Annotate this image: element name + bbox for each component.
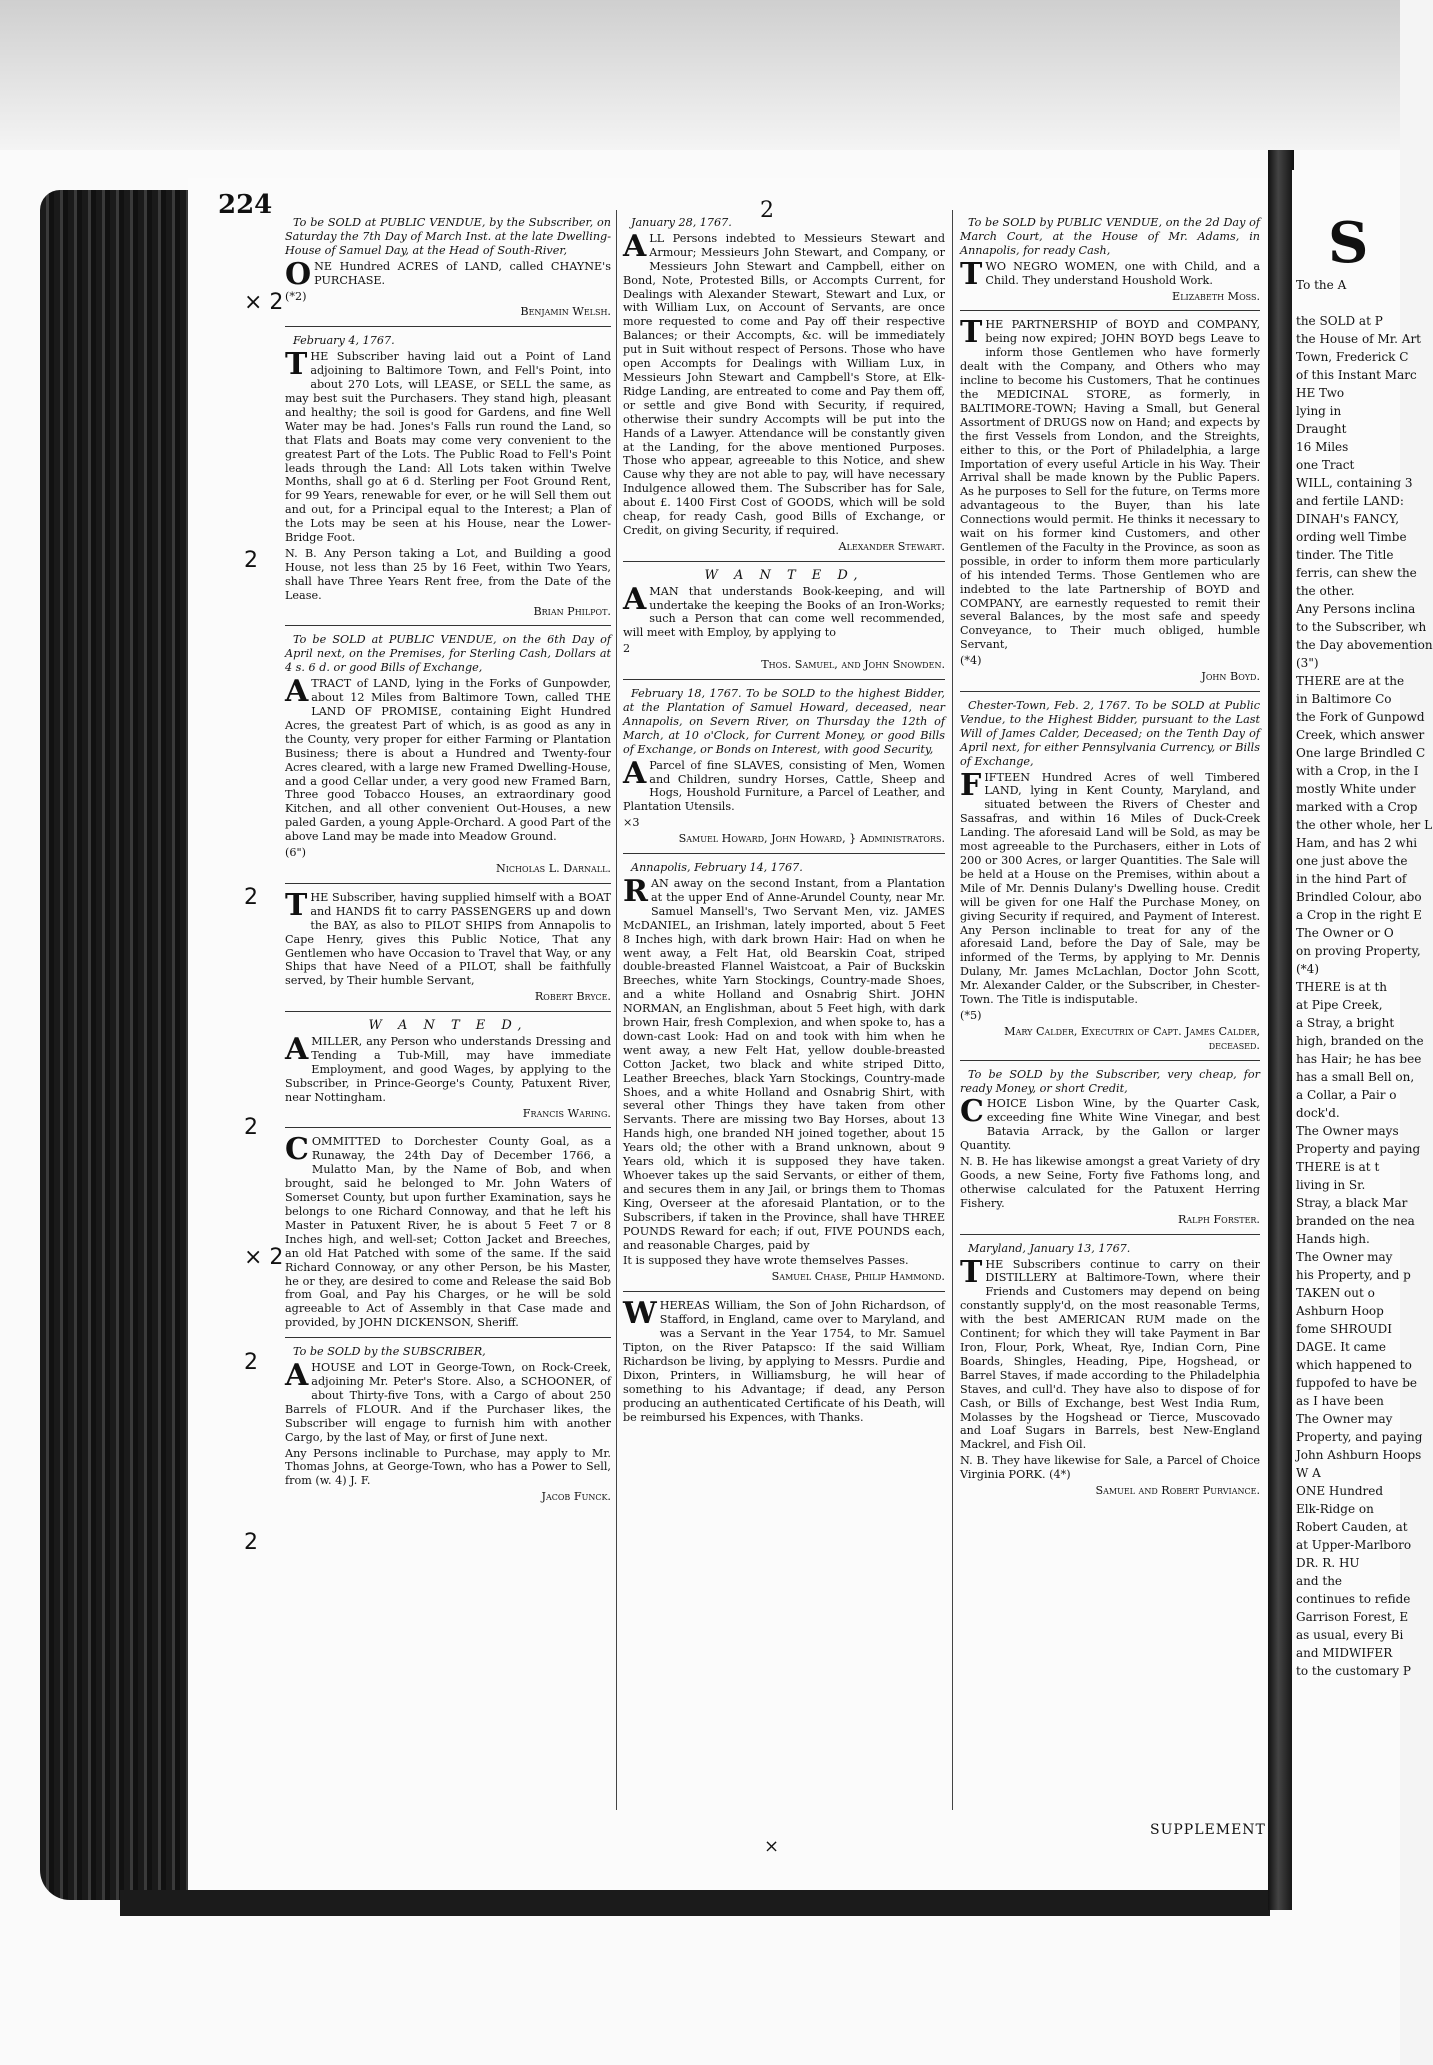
advertisement — [960, 1242, 1260, 1505]
ad-heading: February 4, 1767. — [293, 334, 395, 348]
facing-page-line: ferris, can shew the — [1296, 566, 1417, 580]
ad-text: TRACT of LAND, lying in the Forks of Gunpowder, about 12 Miles from Baltimore Town, called THE LAND OF PROMISE, containing Eight Hundred Acres, the greatest Part of which, is as good as any in the County, very proper for either Farming or Plantation Business; there is about a Hundred and Twenty-four Acres cleared, with a large new Framed Dwelling-House, and a good Cellar under, a very good new Framed Barn, Three good Tobacco Houses, an extraordinary good Kitchen, and all other convenient Out-Houses, a new paled Garden, a young Apple-Orchard. A good Part of the above Land may be made into Meadow Ground. — [285, 677, 611, 844]
ad-note: It is supposed they have wrote themselves Passes. — [623, 1254, 909, 1268]
facing-page-line: to the Subscriber, wh — [1296, 620, 1427, 634]
column-3 — [960, 216, 1260, 1512]
ad-signature: Nicholas L. Darnall. — [495, 861, 611, 875]
facing-page-line: the House of Mr. Art — [1296, 332, 1421, 346]
ad-heading: To be SOLD at PUBLIC VENDUE, by the Subscriber, on Saturday the 7th Day of March Inst. at the late Dwelling-House of Samuel Day, at the Head of South-River, — [285, 216, 611, 257]
facing-page-line: in Baltimore Co — [1296, 692, 1392, 706]
facing-page-line: and the — [1296, 1574, 1343, 1588]
facing-page-line: has a small Bell on, — [1296, 1070, 1415, 1084]
ad-signature: John Boyd. — [1201, 670, 1260, 684]
facing-page-line: the Fork of Gunpowd — [1296, 710, 1425, 724]
facing-page-line: with a Crop, in the I — [1296, 764, 1419, 778]
ad-text: HEREAS William, the Son of John Richardson, of Stafford, in England, came over to Maryland, and was a Servant in the Year 1754, to Mr. Samuel Tipton, on the River Patapsco: If the said William Richardson be living, by applying to Messrs. Purdie and Dixon, Printers, in Williamsburg, he will hear of something to his Advantage; if dead, any Person producing an authenticated Certificate of his Death, will be reimbursed his Expences, with Thanks. — [623, 1299, 945, 1424]
facing-page-line: 16 Miles — [1296, 440, 1349, 454]
catchword: SUPPLEMENT — [1150, 1822, 1266, 1838]
facing-page-line: THERE are at the — [1296, 674, 1405, 688]
facing-page-line: Ham, and has 2 whi — [1296, 836, 1418, 850]
facing-page-line: One large Brindled C — [1296, 746, 1426, 760]
facing-page-line: high, branded on the — [1296, 1034, 1424, 1048]
facing-page-line: at Upper-Marlboro — [1296, 1538, 1412, 1552]
facing-page-line: one Tract — [1296, 458, 1355, 472]
facing-page-line: as usual, every Bi — [1296, 1628, 1404, 1642]
book-edge — [40, 190, 190, 1900]
margin-note: × 2 — [244, 290, 284, 315]
ad-body — [960, 315, 1260, 652]
ad-text: IFTEEN Hundred Acres of well Timbered LAND, lying in Kent County, Maryland, and situated between the Rivers of Chester and Sassafras, and within 16 Miles of Duck-Creek Landing. The aforesaid Land will be Sold, as may be most agreeable to the Purchasers, either in Lots of 200 or 300 Acres, or larger Quantities. The Sale will be held at a House on the Premises, within about a Mile of Mr. Dennis Dulany's Dwelling house. Credit will be given for one Half the Purchase Money, on giving Security if required, and Payment of Interest. Any Person inclinable to treat for any of the aforesaid Land, before the Day of Sale, may be informed of the Terms, by applying to Mr. Dennis Dulany, Mr. James McLachlan, Doctor John Scott, Mr. Alexander Calder, or the Subscriber, in Chester-Town. The Title is indisputable. — [960, 770, 1260, 1007]
ad-note: (*2) — [285, 289, 307, 303]
margin-note: × 2 — [244, 1245, 284, 1270]
ad-signature: Benjamin Welsh. — [520, 305, 611, 319]
ad-body — [285, 1032, 611, 1105]
advertisement — [960, 216, 1260, 311]
facing-page-line: Property, and paying — [1296, 1430, 1423, 1444]
facing-page-line: to the customary P — [1296, 1664, 1411, 1678]
ad-body — [285, 887, 611, 988]
ad-initial: F — [960, 767, 982, 803]
facing-page-line: at Pipe Creek, — [1296, 998, 1383, 1012]
ad-note: (*5) — [960, 1008, 982, 1022]
margin-note: 2 — [244, 1115, 258, 1140]
advertisement — [623, 569, 945, 680]
book-edge-bottom — [120, 1890, 1270, 1916]
ad-heading: W A N T E D, — [368, 1018, 528, 1034]
facing-page-line: Robert Cauden, at — [1296, 1520, 1408, 1534]
advertisement — [623, 861, 945, 1292]
ad-initial: T — [960, 315, 983, 351]
ad-heading: Annapolis, February 14, 1767. — [631, 861, 803, 875]
column-rule — [952, 210, 953, 1810]
column-1 — [285, 216, 611, 1518]
bottom-mark: × — [764, 1836, 780, 1857]
ad-body — [285, 1358, 611, 1444]
facing-page-line: has Hair; he has bee — [1296, 1052, 1422, 1066]
advertisement — [285, 633, 611, 883]
ad-text: LL Persons indebted to Messieurs Stewart and Armour; Messieurs John Stewart, and Company, or Messieurs John Stewart and Campbell, either on Bond, Note, Protested Bills, or Accompts Current, for Dealings with Alexander Stewart, Stewart and Lux, or with William Lux, on Account of Servants, are once more requested to come and Pay off their respective Balances; or their Accompts, &c. will be immediately put in Suit without respect of Persons. Those who have open Accompts for Dealings with William Lux, in Messieurs John Stewart and Campbell's Store, at Elk-Ridge Landing, are entreated to come and Pay them off, or settle and give Bond with Security, if required, otherwise their sundry Accompts will be put into the Hands of a Lawyer. Attendance will be constantly given at the Landing, for the above mentioned Purposes. Those who appear, agreeable to this Notice, and shew Cause why they are not able to pay, will have necessary Indulgence allowed them. The Subscriber has for Sale, about £. 1400 First Cost of GOODS, which will be sold cheap, for ready Cash, good Bills of Exchange, or Credit, on giving Security, if required. — [623, 231, 945, 537]
ad-body — [285, 347, 611, 545]
facing-page-line: which happened to — [1296, 1358, 1412, 1372]
ad-heading: To be SOLD by PUBLIC VENDUE, on the 2d Day of March Court, at the House of Mr. Adams, in Annapolis, for ready Cash, — [960, 216, 1260, 257]
ad-note: (*4) — [960, 654, 982, 668]
ad-initial: A — [623, 581, 647, 617]
ad-body — [285, 674, 611, 844]
ad-body — [623, 755, 945, 815]
facing-page-line: and MIDWIFER — [1296, 1646, 1393, 1660]
ad-body — [285, 1132, 611, 1330]
ad-text: HE Subscribers continue to carry on their DISTILLERY at Baltimore-Town, where their Friends and Customers may depend on being constantly supply'd, on the most reasonable Terms, with the best AMERICAN RUM made on the Continent; for which they will take Payment in Bar Iron, Flour, Pork, Wheat, Rye, Indian Corn, Pine Boards, Shingles, Heading, Pipe, Hogshead, or Barrel Staves, if made according to the Philadelphia Staves, and cull'd. They have also to dispose of for Cash, or Bills of Exchange, best West India Rum, Molasses by the Hogshead or Tierce, Muscovado and Loaf Sugars in Barrels, best New-England Mackrel, and Fish Oil. — [960, 1257, 1260, 1452]
ad-text: HE Subscriber, having supplied himself with a BOAT and HANDS fit to carry PASSENGERS up and down the BAY, as also to PILOT SHIPS from Annapolis to Cape Henry, gives this Public Notice, That any Gentlemen who have Occasion to Travel that Way, or any Ships that have Need of a PILOT, shall be faithfully served, by Their humble Servant, — [285, 890, 611, 988]
ad-heading: To be SOLD by the SUBSCRIBER, — [293, 1345, 486, 1359]
ad-body — [960, 767, 1260, 1007]
ad-initial: O — [285, 256, 312, 292]
facing-page-line: WILL, containing 3 — [1296, 476, 1413, 490]
ad-initial: C — [285, 1132, 309, 1168]
ad-note: N. B. They have likewise for Sale, a Parcel of Choice Virginia PORK. (4*) — [960, 1454, 1260, 1482]
facing-page-line: one just above the — [1296, 854, 1408, 868]
advertisement — [960, 1068, 1260, 1235]
facing-page-line: DR. R. HU — [1296, 1556, 1360, 1570]
facing-page-line: lying in — [1296, 404, 1342, 418]
ad-signature: Brian Philpot. — [533, 604, 611, 618]
advertisement — [960, 315, 1260, 692]
facing-page-line: a Stray, a bright — [1296, 1016, 1395, 1030]
ad-text: OMMITTED to Dorchester County Goal, as a Runaway, the 24th Day of December 1766, a Mulatto Man, by the Name of Bob, and when brought, said he belonged to Mr. John Waters of Somerset County, but upon further Examination, says he belongs to one Richard Connoway, and that he left his Master in Patuxent River, he is about 5 Feet 7 or 8 Inches high, and well-set; Cotton Jacket and Breeches, an old Hat Patched with some of the same. If the said Richard Connoway, or any other Person, be his Master, he or they, are desired to come and Release the said Bob from Goal, and Pay his Charges, or he will be sold agreeable to Act of Assembly in that Case made and provided, by JOHN DICKENSON, Sheriff. — [285, 1135, 611, 1330]
facing-page-line: the other whole, her L — [1296, 818, 1433, 832]
facing-page-line: ONE Hundred — [1296, 1484, 1384, 1498]
ad-note: ×3 — [623, 816, 640, 830]
facing-page-line: branded on the nea — [1296, 1214, 1415, 1228]
ad-initial: T — [960, 256, 983, 292]
ad-initial: W — [623, 1296, 657, 1332]
facing-page-line: on proving Property, — [1296, 944, 1421, 958]
facing-page — [1292, 170, 1433, 1910]
ad-text: WO NEGRO WOMEN, one with Child, and a Child. They understand Houshold Work. — [985, 259, 1260, 287]
facing-page-line: John Ashburn Hoops — [1296, 1448, 1422, 1462]
facing-page-line: Ashburn Hoop — [1296, 1304, 1384, 1318]
advertisement — [285, 334, 611, 626]
margin-note: 2 — [244, 548, 258, 573]
ad-initial: A — [285, 674, 309, 710]
advertisement — [285, 1019, 611, 1128]
facing-page-line: the Day abovemention — [1296, 638, 1433, 652]
ad-text: NE Hundred ACRES of LAND, called CHAYNE's PURCHASE. — [314, 259, 611, 287]
ad-signature: Elizabeth Moss. — [1172, 289, 1260, 303]
advertisement — [960, 699, 1260, 1061]
facing-page-line: W A — [1296, 1466, 1321, 1480]
ad-initial: A — [623, 228, 647, 264]
facing-page-line: The Owner mays — [1296, 1124, 1399, 1138]
ad-signature: Jacob Funck. — [541, 1490, 611, 1504]
facing-page-line: Stray, a black Mar — [1296, 1196, 1408, 1210]
ad-text: HE PARTNERSHIP of BOYD and COMPANY, being now expired; JOHN BOYD begs Leave to inform those Gentlemen who have formerly dealt with the Company, and Others who may incline to become his Customers, That he continues the MEDICINAL STORE, as formerly, in BALTIMORE-TOWN; Having a Small, but General Assortment of DRUGS now on Hand; and expects by the first Vessels from London, and the Streights, either to this, or the Port of Philadelphia, a large Importation of every useful Article in his Way. Their Arrival shall be made known by the Public Papers. As he purposes to Sell for the future, on Terms more advantageous to the Buyer, than his late Connections would permit. He thinks it necessary to wait on his former kind Customers, and other Gentlemen of the Faculty in the Province, as soon as possible, in order to inform them more particularly of his intended Terms. Those Gentlemen who are indebted to the late Partnership of BOYD and COMPANY, are earnestly requested to remit their several Balances, by the most safe and speedy Conveyance, to Their much obliged, humble Servant, — [960, 318, 1260, 652]
facing-page-line: (*4) — [1296, 962, 1319, 976]
advertisement — [285, 216, 611, 327]
ad-initial: T — [960, 1254, 983, 1290]
column-2 — [623, 216, 945, 1438]
facing-page-line: fuppofed to have be — [1296, 1376, 1418, 1390]
ad-body — [623, 228, 945, 538]
facing-page-line: THERE is at t — [1296, 1160, 1380, 1174]
facing-page-line: the other. — [1296, 584, 1355, 598]
ad-text: MILLER, any Person who understands Dressing and Tending a Tub-Mill, may have immediate Employment, and good Wages, by applying to the Subscriber, in Prince-George's County, Patuxent River, near Nottingham. — [285, 1035, 611, 1104]
ad-signature: Robert Bryce. — [534, 990, 611, 1004]
ad-body — [623, 1296, 945, 1424]
ad-initial: T — [285, 887, 308, 923]
facing-page-line: Elk-Ridge on — [1296, 1502, 1374, 1516]
facing-page-line: The Owner may — [1296, 1250, 1393, 1264]
ad-heading: January 28, 1767. — [631, 216, 732, 229]
ad-initial: A — [285, 1032, 309, 1068]
ad-signature: Samuel Chase, Philip Hammond. — [771, 1270, 945, 1284]
facing-page-line: To the A — [1296, 278, 1347, 292]
ad-heading: W A N T E D, — [704, 567, 864, 583]
facing-page-line: living in Sr. — [1296, 1178, 1366, 1192]
facing-page-line: a Crop in the right E — [1296, 908, 1422, 922]
facing-page-line: in the hind Part of — [1296, 872, 1407, 886]
margin-note: 2 — [244, 885, 258, 910]
advertisement — [285, 1345, 611, 1511]
ad-note: N. B. He has likewise amongst a great Variety of dry Goods, a new Seine, Forty five Fathoms long, and otherwise calculated for the Patuxent Herring Fishery. — [960, 1155, 1260, 1210]
facing-page-line: Draught — [1296, 422, 1347, 436]
ad-heading: Maryland, January 13, 1767. — [968, 1241, 1131, 1255]
facing-page-line: Creek, which answer — [1296, 728, 1425, 742]
facing-page-line: TAKEN out o — [1296, 1286, 1375, 1300]
facing-page-line: his Property, and p — [1296, 1268, 1411, 1282]
facing-page-line: HE Two — [1296, 386, 1345, 400]
facing-page-line: dock'd. — [1296, 1106, 1340, 1120]
ad-text: Parcel of fine SLAVES, consisting of Men, Women and Children, sundry Horses, Cattle, Sheep and Hogs, Houshold Furniture, a Parcel of Leather, and Plantation Utensils. — [623, 758, 945, 814]
facing-page-big-letter: S — [1328, 210, 1369, 276]
facing-page-line: The Owner may — [1296, 1412, 1393, 1426]
advertisement — [285, 1132, 611, 1338]
ad-initial: T — [285, 347, 308, 383]
facing-page-line: tinder. The Title — [1296, 548, 1394, 562]
margin-note: 2 — [244, 1530, 258, 1555]
advertisement — [285, 887, 611, 1012]
ad-signature: Francis Waring. — [522, 1106, 611, 1120]
scan-shadow — [0, 0, 1400, 150]
facing-page-line: and fertile LAND: — [1296, 494, 1404, 508]
margin-note: 2 — [244, 1350, 258, 1375]
ad-heading: Chester-Town, Feb. 2, 1767. To be SOLD at Public Vendue, to the Highest Bidder, pursuant to the Last Will of James Calder, Deceased; on the Tenth Day of April next, for either Pennsylvania Currency, or Bills of Exchange, — [960, 699, 1260, 768]
ad-signature: Mary Calder, Executrix of Capt. James Calder, deceased. — [1004, 1024, 1260, 1052]
facing-page-line: Property and paying — [1296, 1142, 1421, 1156]
ad-initial: R — [623, 873, 648, 909]
column-rule — [616, 210, 617, 1810]
book-gutter — [1268, 150, 1294, 1910]
ad-body — [960, 256, 1260, 292]
ad-note: 2 — [623, 642, 631, 656]
ad-signature: Thos. Samuel, and John Snowden. — [761, 658, 945, 672]
facing-page-line: continues to refide — [1296, 1592, 1411, 1606]
facing-page-line: DINAH's FANCY, — [1296, 512, 1400, 526]
ad-initial: A — [623, 755, 647, 791]
ad-signature: Samuel Howard, John Howard, } Administrators. — [678, 832, 945, 846]
ad-note: Any Persons inclinable to Purchase, may apply to Mr. Thomas Johns, at George-Town, who has a Power to Sell, from (w. 4) J. F. — [285, 1446, 611, 1488]
ad-initial: A — [285, 1358, 309, 1394]
ad-text: HOUSE and LOT in George-Town, on Rock-Creek, adjoining Mr. Peter's Store. Also, a SCHOONER, of about Thirty-five Tons, with a Cargo of about 250 Barrels of FLOUR. And if the Purchaser likes, the Subscriber will engage to furnish him with another Cargo, by the last of May, or first of June next. — [285, 1361, 611, 1444]
ad-body — [623, 873, 945, 1252]
facing-page-line: (3") — [1296, 656, 1319, 670]
facing-page-line: of this Instant Marc — [1296, 368, 1417, 382]
ad-heading: February 18, 1767. To be SOLD to the highest Bidder, at the Plantation of Samuel Howard, deceased, near Annapolis, on Severn River, on Thursday the 12th of March, at 10 o'Clock, for Current Money, or good Bills of Exchange, or Bonds on Interest, with good Security, — [623, 687, 945, 756]
facing-page-line: as I have been — [1296, 1394, 1384, 1408]
facing-page-line: Garrison Forest, E — [1296, 1610, 1409, 1624]
column-marker: 2 — [760, 198, 774, 223]
advertisement — [623, 216, 945, 562]
facing-page-line: marked with a Crop — [1296, 800, 1418, 814]
facing-page-line: The Owner or O — [1296, 926, 1394, 940]
facing-page-line: Town, Frederick C — [1296, 350, 1409, 364]
facing-page-line: Hands high. — [1296, 1232, 1370, 1246]
advertisement — [623, 1296, 945, 1431]
ad-signature: Alexander Stewart. — [838, 539, 945, 553]
facing-page-line: ording well Timbe — [1296, 530, 1407, 544]
facing-page-line: DAGE. It came — [1296, 1340, 1386, 1354]
facing-page-line: THERE is at th — [1296, 980, 1387, 994]
facing-page-line: Any Persons inclina — [1296, 602, 1416, 616]
ad-text: HE Subscriber having laid out a Point of Land adjoining to Baltimore Town, and Fell's Point, into about 270 Lots, will LEASE, or SELL the same, as may best suit the Purchasers. They stand high, pleasant and healthy; the soil is good for Gardens, and fine Well Water may be had. Jones's Falls run round the Land, so that Flats and Boats may come very convenient to the greatest Part of the Lots. The Public Road to Fell's Point leads through the Land: All Lots taken within Twelve Months, shall go at 6 d. Sterling per Foot Ground Rent, for 99 Years, renewable for ever, or he will Sell them out and out, for a Principal equal to the Interest; a Plan of the Lots may be seen at his House, near the Lower-Bridge Foot. — [285, 350, 611, 545]
facing-page-line: fome SHROUDI — [1296, 1322, 1392, 1336]
ad-body — [960, 1254, 1260, 1453]
ad-signature: Ralph Forster. — [1177, 1212, 1260, 1226]
ad-heading: To be SOLD at PUBLIC VENDUE, on the 6th Day of April next, on the Premises, for Sterling Cash, Dollars at 4 s. 6 d. or good Bills of Exchange, — [285, 633, 611, 675]
facing-page-lines — [1292, 276, 1433, 1680]
ad-note: (6") — [285, 846, 306, 860]
facing-page-line: a Collar, a Pair o — [1296, 1088, 1397, 1102]
ad-text: AN away on the second Instant, from a Plantation at the upper End of Anne-Arundel County, near Mr. Samuel Mansell's, Two Servant Men, viz. JAMES McDANIEL, an Irishman, lately imported, about 5 Feet 8 Inches high, with dark brown Hair: Had on when he went away, a Felt Hat, old Bearskin Coat, striped double-breasted Flannel Waistcoat, a Pair of Buckskin Breeches, white Yarn Stockings, Country-made Shoes, and a white Holland and Osnabrig Shirt. JOHN NORMAN, an Englishman, about 5 Feet high, with dark brown Hair, fresh Complexion, and when spoke to, has a down-cast Look: Had on and took with him when he went away, a new Felt Hat, yellow double-breasted Cotton Jacket, two black and white striped Ditto, Leather Breeches, black Yarn Stockings, Country-made Shoes, and a white Holland and Osnabrig Shirt, with several other Things they have taken from other Servants. There are missing two Bay Horses, about 13 Hands high, one branded NH joined together, about 15 Years old; the other with a Brand unknown, about 9 Years old, which it is supposed they have taken. Whoever takes up the said Servants, or either of them, and secures them in any Jail, or brings them to Thomas King, Overseer at the aforesaid Plantation, or to the Subscribers, if taken in the Province, shall have THREE POUNDS Reward for each; if out, FIVE POUNDS each, and reasonable Charges, paid by — [623, 876, 945, 1252]
facing-page-line: mostly White under — [1296, 782, 1416, 796]
ad-body — [623, 581, 945, 641]
ad-heading: To be SOLD by the Subscriber, very cheap, for ready Money, or short Credit, — [960, 1067, 1260, 1095]
ad-note: N. B. Any Person taking a Lot, and Building a good House, not less than 25 by 16 Feet, within Two Years, shall have Three Years Rent free, from the Date of the Lease. — [285, 546, 611, 602]
facing-page-line — [1296, 294, 1400, 312]
advertisement — [623, 687, 945, 854]
facing-page-line: Brindled Colour, abo — [1296, 890, 1422, 904]
ad-signature: Samuel and Robert Purviance. — [1095, 1484, 1260, 1498]
ad-text: MAN that understands Book-keeping, and will undertake the keeping the Books of an Iron-Works; such a Person that can come well recommended, will meet with Employ, by applying to — [623, 584, 945, 640]
ad-initial: C — [960, 1094, 984, 1130]
facing-page-line: the SOLD at P — [1296, 314, 1383, 328]
page-number: 224 — [218, 190, 273, 220]
ad-body — [285, 256, 611, 292]
ad-text: HOICE Lisbon Wine, by the Quarter Cask, exceeding fine White Wine Vinegar, and best Batavia Arrack, by the Gallon or larger Quantity. — [960, 1097, 1260, 1153]
ad-body — [960, 1094, 1260, 1153]
